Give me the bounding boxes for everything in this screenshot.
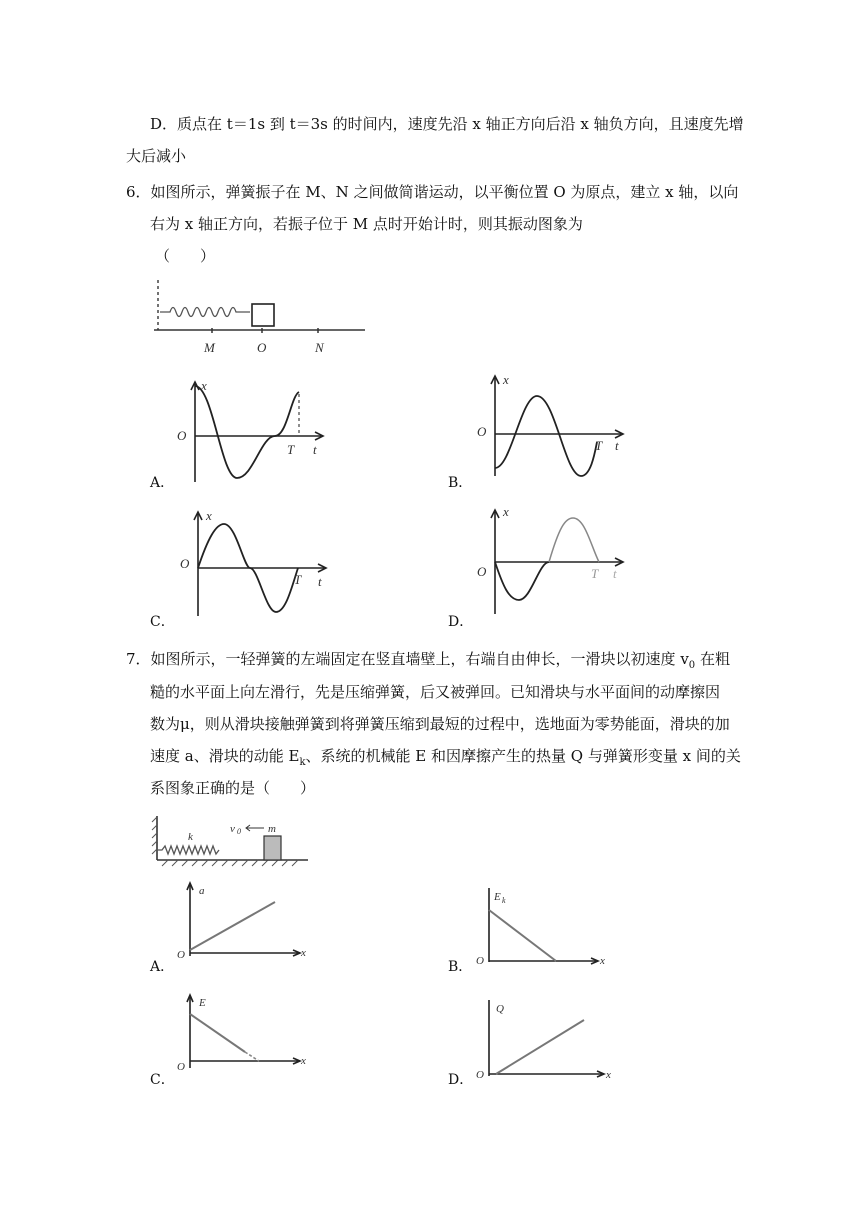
svg-text:v: v — [230, 823, 235, 835]
q6-spring-figure — [150, 278, 370, 358]
q7-spring — [157, 846, 219, 854]
svg-text:T: T — [595, 438, 603, 453]
svg-text:0: 0 — [237, 827, 241, 836]
svg-text:x: x — [206, 508, 212, 523]
svg-text:O: O — [476, 955, 484, 967]
svg-text:O: O — [180, 556, 190, 571]
svg-text:O: O — [477, 564, 487, 579]
q7-graph-a — [175, 880, 315, 960]
q7-stem-line5: 系图象正确的是（ ） — [150, 779, 316, 797]
q7-spring-figure — [152, 812, 312, 868]
svg-text:T: T — [294, 572, 302, 587]
svg-text:t: t — [615, 438, 619, 453]
svg-text:x: x — [503, 504, 509, 519]
q6-block — [252, 304, 274, 326]
q7-option-a-label[interactable]: A． — [150, 959, 175, 975]
svg-text:E: E — [494, 891, 501, 903]
q7-stem-line1: 7．如图所示，一轻弹簧的左端固定在竖直墙壁上，右端自由伸长，一滑块以初速度 $v_0$ 在粗 — [126, 650, 730, 671]
q5-option-d-line2: 大后减小 — [126, 147, 187, 165]
svg-text:O: O — [177, 428, 187, 443]
svg-text:a: a — [199, 885, 205, 897]
q6-spring — [160, 308, 250, 317]
svg-text:E: E — [199, 997, 206, 1009]
q7-graph-b — [474, 886, 614, 966]
svg-text:x: x — [606, 1069, 611, 1081]
svg-text:O: O — [177, 1061, 185, 1073]
svg-text:t: t — [318, 574, 322, 589]
q6-option-d-label[interactable]: D． — [448, 614, 474, 630]
svg-text:x: x — [503, 372, 509, 387]
q7-stem-line3: 数为μ，则从滑块接触弹簧到将弹簧压缩到最短的过程中，选地面为零势能面，滑块的加 — [150, 715, 730, 733]
q6-option-b-label[interactable]: B． — [448, 475, 473, 491]
svg-text:T: T — [287, 442, 295, 457]
svg-text:m: m — [268, 823, 276, 835]
q5-option-d-line1: D．质点在 t＝1s 到 t＝3s 的时间内，速度先沿 x 轴正方向后沿 x 轴负方向，且速度先增 — [150, 115, 744, 133]
svg-text:t: t — [613, 566, 617, 581]
q7-stem-line2: 糙的水平面上向左滑行，先是压缩弹簧，后又被弹回。已知滑块与水平面间的动摩擦因 — [150, 683, 721, 701]
svg-text:O: O — [177, 949, 185, 961]
q6-graph-a — [175, 378, 335, 488]
svg-text:k: k — [188, 831, 193, 843]
q6-graph-b — [475, 372, 635, 482]
q7-block — [264, 836, 281, 860]
q7-option-b-label[interactable]: B． — [448, 959, 473, 975]
q6-graph-c — [178, 508, 338, 620]
svg-text:O: O — [477, 424, 487, 439]
q7-graph-d — [474, 998, 614, 1081]
q6-answer-bracket: （ ） — [155, 247, 216, 265]
svg-text:x: x — [201, 378, 207, 393]
svg-text:O: O — [476, 1069, 484, 1081]
q7-option-d-label[interactable]: D． — [448, 1072, 474, 1088]
q7-stem-line4: 速度 a、滑块的动能 $E_k$、系统的机械能 E 和因摩擦产生的热量 Q 与弹簧形变量 x 间的关 — [150, 747, 741, 768]
q6-stem-line2: 右为 x 轴正方向，若振子位于 M 点时开始计时，则其振动图象为 — [150, 215, 583, 233]
svg-text:Q: Q — [496, 1003, 504, 1015]
q6-label-n: N — [315, 340, 324, 355]
q6-option-a-label[interactable]: A． — [150, 475, 175, 491]
svg-text:k: k — [502, 896, 506, 905]
svg-text:x: x — [301, 1055, 306, 1067]
svg-text:x: x — [301, 947, 306, 959]
svg-text:t: t — [313, 442, 317, 457]
svg-text:T: T — [591, 566, 599, 581]
q6-stem-line1: 6．如图所示，弹簧振子在 M、N 之间做简谐运动，以平衡位置 O 为原点，建立 x 轴，以向 — [126, 183, 739, 201]
q6-graph-d — [475, 506, 635, 618]
q6-option-c-label[interactable]: C． — [150, 614, 175, 630]
q6-label-m: M — [204, 340, 215, 355]
q7-option-c-label[interactable]: C． — [150, 1072, 175, 1088]
q6-label-o: O — [257, 340, 267, 355]
svg-text:x: x — [600, 955, 605, 967]
q7-graph-c — [175, 992, 315, 1072]
